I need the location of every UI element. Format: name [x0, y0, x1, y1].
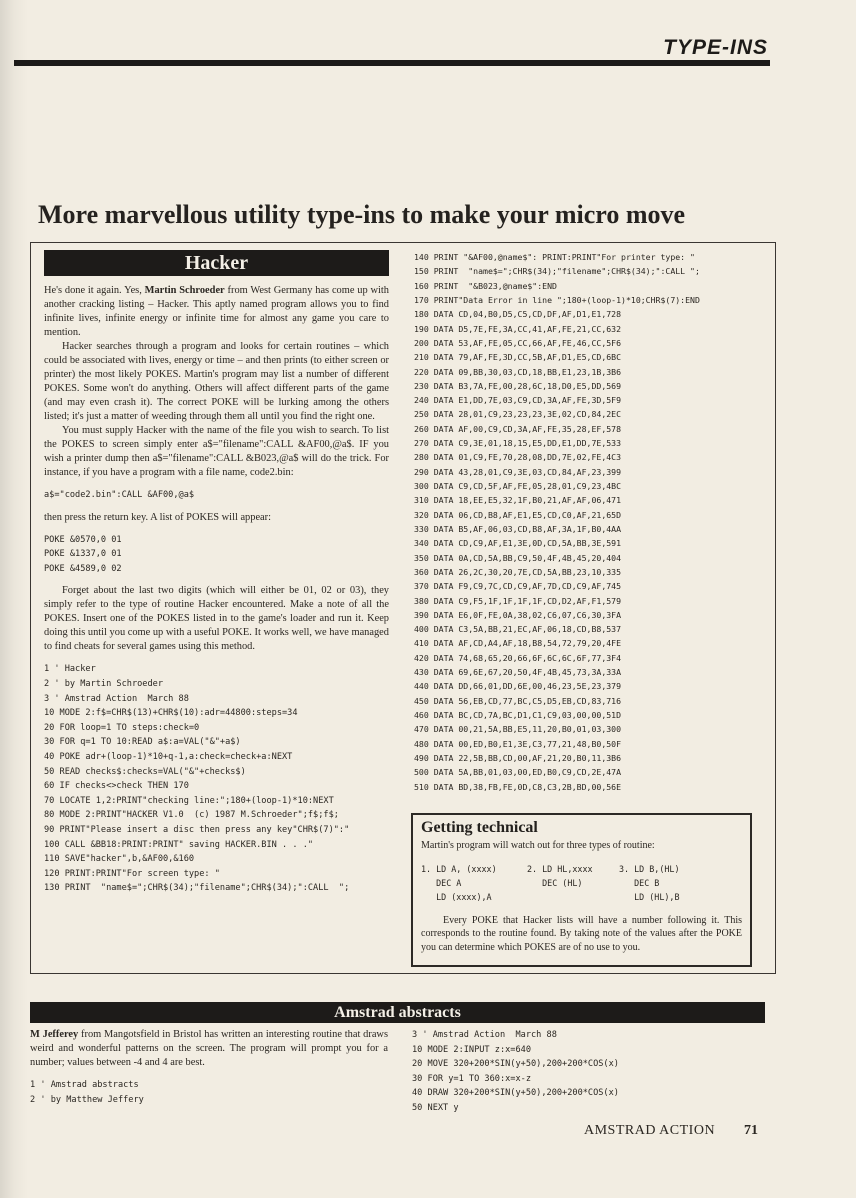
hacker-listing-right [414, 250, 772, 794]
code-line: 510 DATA BD,38,FB,FE,0D,C8,C3,2B,BD,00,56E [414, 781, 622, 792]
code-line: 80 MODE 2:PRINT"HACKER V1.0 (c) 1987 M.Schroeder";f$;f$; [44, 810, 339, 821]
code-line: 280 DATA 01,C9,FE,70,28,08,DD,7E,02,FE,4C3 [414, 452, 622, 463]
code-line: 190 DATA D5,7E,FE,3A,CC,41,AF,FE,21,CC,632 [414, 323, 622, 334]
code-line: 360 DATA 26,2C,30,20,7E,CD,5A,BB,23,10,335 [414, 566, 622, 577]
code-line: 250 DATA 28,01,C9,23,23,23,3E,02,CD,84,2EC [414, 409, 622, 420]
code-line: 330 DATA B5,AF,06,03,CD,B8,AF,3A,1F,B0,4AA [414, 523, 622, 534]
code-line: 1 ' Hacker [44, 664, 96, 675]
hacker-intro-paragraph [44, 284, 389, 340]
code-line: 460 DATA BC,CD,7A,BC,D1,C1,C9,03,00,00,51D [414, 710, 622, 720]
getting-technical-intro: Martin's program will watch out for three types of routine: [421, 840, 655, 851]
code-line: 260 DATA AF,00,C9,CD,3A,AF,FE,35,28,EF,578 [414, 423, 622, 434]
routine-type-1: 1. LD A, (xxxx) DEC A LD (xxxx),A [421, 864, 497, 902]
author-name: Martin Schroeder [144, 285, 225, 296]
code-line: 40 DRAW 320+200*SIN(y+50),200+200*COS(x) [412, 1088, 619, 1099]
code-line: 320 DATA 06,CD,B8,AF,E1,E5,CD,C0,AF,21,65D [414, 509, 622, 520]
code-line: 390 DATA E6,0F,FE,0A,38,02,C6,07,C6,30,3FA [414, 609, 622, 620]
headline: More marvellous utility type-ins to make your micro move [38, 200, 686, 229]
paragraph-text: from Mangotsfield in Bristol has written an interesting routine that draws weird and wonderful patterns on the screen. The program will prompt you for a number; values between -4 and 4 are best. [30, 1029, 388, 1068]
code-line: 340 DATA CD,C9,AF,E1,3E,0D,CD,5A,BB,3E,591 [414, 538, 622, 549]
code-line: 110 SAVE"hacker",b,&AF00,&160 [44, 854, 195, 865]
code-line: POKE &1337,0 01 [44, 549, 122, 560]
code-line: 30 FOR y=1 TO 360:x=x-z [412, 1073, 531, 1084]
code-line: POKE &4589,0 02 [44, 563, 122, 574]
code-line: 2 ' by Matthew Jeffery [30, 1094, 144, 1105]
code-line: 3 ' Amstrad Action March 88 [44, 693, 189, 704]
hacker-right-column [414, 250, 772, 794]
code-line: 300 DATA C9,CD,5F,AF,FE,05,28,01,C9,23,4BC [414, 481, 622, 491]
code-line: 10 MODE 2:INPUT z:x=640 [412, 1044, 531, 1055]
code-line: 100 CALL &BB18:PRINT:PRINT" saving HACKER.BIN . . ." [44, 839, 314, 850]
getting-technical-title: Getting technical [421, 819, 538, 836]
footer-page-number: 71 [744, 1123, 758, 1138]
code-line: 120 PRINT:PRINT"For screen type: " [44, 868, 220, 879]
poke-list [44, 533, 389, 577]
hacker-banner: Hacker [44, 250, 389, 276]
hacker-paragraph-2: Hacker searches through a program and looks for certain routines – which could be associated with lives, energy or time – and then prints (to either screen or printer) the most likely POKES. Martin's program may list a number of different POKES. Some won't do anything. Others will affect different parts of the game (and may even crash it). The correct POKE will be lurking among the others listed; it's just a matter of weeding through them all until you find the right one. [44, 341, 389, 422]
code-line: 60 IF checks<>check THEN 170 [44, 781, 189, 792]
code-line: 500 DATA 5A,BB,01,03,00,ED,B0,C9,CD,2E,47A [414, 767, 622, 778]
abstracts-listing-right [412, 1028, 772, 1116]
hacker-listing-left [44, 662, 389, 896]
code-line: 90 PRINT"Please insert a disc then press any key"CHR$(7)":" [44, 824, 350, 835]
code-line: 220 DATA 09,BB,30,03,CD,18,BB,E1,23,1B,3B6 [414, 366, 622, 377]
code-line: 310 DATA 18,EE,E5,32,1F,B0,21,AF,AF,06,471 [414, 495, 622, 506]
code-line: 430 DATA 69,6E,67,20,50,4F,4B,45,73,3A,33A [414, 667, 622, 678]
routine-type-2: 2. LD HL,xxxx DEC (HL) [527, 864, 593, 888]
code-line: 50 NEXT y [412, 1102, 459, 1113]
code-line: 240 DATA E1,DD,7E,03,C9,CD,3A,AF,FE,3D,5F9 [414, 395, 622, 406]
code-line: 420 DATA 74,68,65,20,66,6F,6C,6C,6F,77,3F4 [414, 652, 622, 663]
code-line: 20 FOR loop=1 TO steps:check=0 [44, 722, 200, 733]
paragraph-text: He's done it again. Yes, [44, 285, 145, 296]
code-line: 480 DATA 00,ED,B0,E1,3E,C3,77,21,48,B0,50F [414, 738, 622, 749]
author-name: M Jefferey [30, 1029, 79, 1040]
paragraph-text: from West Germany has come up with another cracking listing – Hacker. This aptly named program allows you to find infinite lives, infinite energy or infinite time for almost any game you care to mention. [44, 285, 389, 338]
hacker-paragraph-5: Forget about the last two digits (which will either be 01, 02 or 03), they simply refer to the type of routine Hacker encountered. Make a note of all the POKES. Insert one of the POKES listed in to the game's loader and run it. Keep doing this until you come up with a useful POKE. It works well, we have managed to find cheats for several games using this method. [44, 585, 389, 653]
code-line: 2 ' by Martin Schroeder [44, 678, 163, 689]
routine-type-3: 3. LD B,(HL) DEC B LD (HL),B [619, 864, 680, 902]
code-line: 40 POKE adr+(loop-1)*10+q-1,a:check=check+a:NEXT [44, 751, 293, 762]
code-line: 70 LOCATE 1,2:PRINT"checking line:";180+(loop-1)*10:NEXT [44, 795, 334, 806]
code-line: 470 DATA 00,21,5A,BB,E5,11,20,B0,01,03,300 [414, 724, 622, 735]
code-line: 150 PRINT "name$=";CHR$(34);"filename";CHR$(34);":CALL "; [414, 266, 700, 277]
code-line: 3 ' Amstrad Action March 88 [412, 1030, 557, 1040]
abstracts-right-column [412, 1028, 772, 1116]
code-line: 270 DATA C9,3E,01,18,15,E5,DD,E1,DD,7E,533 [414, 438, 622, 449]
abstracts-intro-paragraph [30, 1028, 388, 1070]
code-line: 230 DATA B3,7A,FE,00,28,6C,18,D0,E5,DD,569 [414, 380, 622, 391]
code-line: POKE &0570,0 01 [44, 534, 122, 545]
code-line: 160 PRINT "&B023,@name$":END [414, 280, 557, 291]
code-line: 50 READ checks$:checks=VAL("&"+checks$) [44, 766, 246, 777]
code-line: 440 DATA DD,66,01,DD,6E,00,46,23,5E,23,379 [414, 681, 622, 692]
hacker-left-column [44, 250, 389, 896]
footer-magazine-name: AMSTRAD ACTION [584, 1123, 716, 1138]
code-line: 380 DATA C9,F5,1F,1F,1F,1F,CD,D2,AF,F1,579 [414, 595, 622, 606]
code-line: 180 DATA CD,04,B0,D5,C5,CD,DF,AF,D1,E1,728 [414, 309, 622, 320]
code-line: 400 DATA C3,5A,BB,21,EC,AF,06,18,CD,B8,537 [414, 624, 622, 635]
code-line: 10 MODE 2:f$=CHR$(13)+CHR$(10):adr=44800:steps=34 [44, 708, 298, 719]
code-line: 170 PRINT"Data Error in line ";180+(loop-1)*10;CHR$(7):END [414, 294, 700, 305]
abstracts-left-column [30, 1028, 388, 1107]
code-line: 20 MOVE 320+200*SIN(y+50),200+200*COS(x) [412, 1059, 619, 1070]
code-line: 450 DATA 56,EB,CD,77,BC,C5,D5,EB,CD,83,716 [414, 695, 622, 706]
code-line: 30 FOR q=1 TO 10:READ a$:a=VAL("&"+a$) [44, 737, 241, 748]
section-label: TYPE-INS [663, 36, 768, 59]
getting-technical-box [411, 813, 752, 967]
code-line: 200 DATA 53,AF,FE,05,CC,66,AF,FE,46,CC,5F6 [414, 337, 622, 348]
routine-types [421, 862, 742, 904]
abstracts-banner: Amstrad abstracts [30, 1002, 765, 1023]
code-line: 410 DATA AF,CD,A4,AF,18,B8,54,72,79,20,4FE [414, 638, 622, 649]
code-line: 350 DATA 0A,CD,5A,BB,C9,50,4F,4B,45,20,404 [414, 552, 622, 563]
getting-technical-note: Every POKE that Hacker lists will have a number following it. This corresponds to the routine found. By taking note of the values after the POKE you can determine which POKES are of no use to you. [421, 915, 742, 953]
hacker-paragraph-3: You must supply Hacker with the name of the file you wish to search. To list the POKES to screen simply enter a$="filename":CALL &AF00,@a$. IF you wish a printer dump then a$="filename":CALL &B023,@a$ will do the trick. For instance, if you have a program with a file name, code2.bin: [44, 425, 389, 478]
code-line: 140 PRINT "&AF00,@name$": PRINT:PRINT"For printer type: " [414, 252, 695, 262]
code-line: 1 ' Amstrad abstracts [30, 1080, 139, 1090]
abstracts-listing-left [30, 1078, 388, 1107]
code-line: 130 PRINT "name$=";CHR$(34);"filename";CHR$(34);":CALL "; [44, 883, 350, 894]
example-command: a$="code2.bin":CALL &AF00,@a$ [44, 490, 195, 500]
code-line: 490 DATA 22,5B,BB,CD,00,AF,21,20,B0,11,3B6 [414, 752, 622, 763]
code-line: 290 DATA 43,28,01,C9,3E,03,CD,84,AF,23,399 [414, 466, 622, 477]
code-line: 210 DATA 79,AF,FE,3D,CC,5B,AF,D1,E5,CD,6BC [414, 352, 622, 363]
hacker-paragraph-4: then press the return key. A list of POKES will appear: [44, 511, 272, 523]
top-rule [14, 60, 770, 66]
code-line: 370 DATA F9,C9,7C,CD,C9,AF,7D,CD,C9,AF,745 [414, 581, 622, 592]
